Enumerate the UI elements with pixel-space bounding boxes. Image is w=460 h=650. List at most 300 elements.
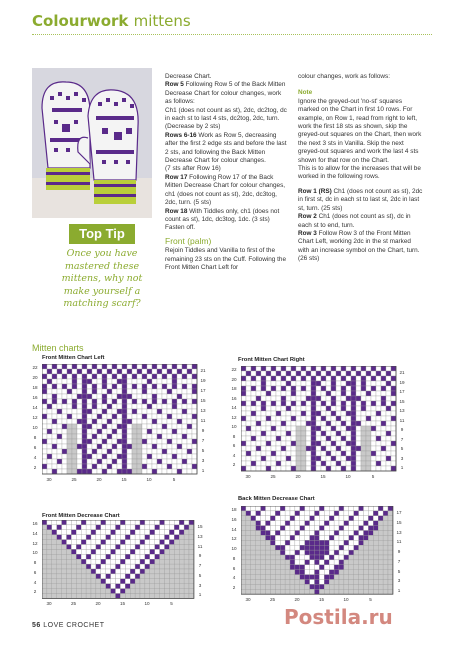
chart-cell	[187, 389, 192, 394]
chart-cell	[165, 535, 170, 540]
chart-cell	[106, 530, 111, 535]
chart-cell	[87, 374, 92, 379]
chart-cell	[67, 449, 72, 454]
top-tip-box	[52, 224, 152, 311]
chart-cell	[305, 565, 310, 570]
chart-cell	[157, 404, 162, 409]
chart-cell	[157, 429, 162, 434]
chart-cell	[326, 376, 331, 381]
chart-cell	[162, 379, 167, 384]
chart-cell	[77, 409, 82, 414]
chart-cell	[261, 461, 266, 466]
tick-label: 7	[201, 438, 205, 443]
chart-cell	[381, 426, 386, 431]
chart-cell	[251, 565, 256, 570]
chart-cell	[184, 569, 189, 574]
chart-cell	[117, 444, 122, 449]
chart-cell	[76, 594, 81, 599]
chart-cell	[87, 429, 92, 434]
chart-cell	[354, 526, 359, 531]
chart-cell	[256, 461, 261, 466]
chart-cell	[174, 564, 179, 569]
chart-cell	[152, 449, 157, 454]
chart-cell	[368, 570, 373, 575]
chart-cell	[42, 584, 47, 589]
chart-cell	[87, 434, 92, 439]
chart-cell	[86, 594, 91, 599]
chart-cell	[359, 555, 364, 560]
chart-cell	[266, 511, 271, 516]
chart-cell	[295, 540, 300, 545]
svg-text:Postila.ru: Postila.ru	[284, 606, 393, 628]
chart-cell	[270, 511, 275, 516]
chart-cell	[167, 464, 172, 469]
tick-label: 30	[46, 601, 52, 606]
chart-cell	[381, 446, 386, 451]
chart-cell	[329, 521, 334, 526]
chart-cell	[300, 565, 305, 570]
chart-cell	[329, 555, 334, 560]
chart-cell	[127, 469, 132, 474]
chart-cell	[266, 461, 271, 466]
magazine-name: LOVE CROCHET	[43, 622, 105, 629]
chart-cell	[285, 511, 290, 516]
chart-cell	[177, 364, 182, 369]
chart-cell	[147, 464, 152, 469]
chart-cell	[177, 389, 182, 394]
chart-cell	[147, 394, 152, 399]
tick-label: 13	[399, 408, 405, 414]
chart-cell	[296, 426, 301, 431]
chart-cell	[391, 416, 396, 421]
chart-cell	[165, 589, 170, 594]
chart-cell	[315, 565, 320, 570]
chart-cell	[57, 469, 62, 474]
chart-cell	[57, 569, 62, 574]
chart-cell	[67, 454, 72, 459]
chart-cell	[366, 396, 371, 401]
chart-cell	[321, 431, 326, 436]
chart-cell	[261, 396, 266, 401]
chart-cell	[261, 535, 266, 540]
chart-cell	[256, 411, 261, 416]
tick-label: 11	[399, 417, 405, 423]
chart-cell	[47, 384, 52, 389]
chart-cell	[275, 540, 280, 545]
chart-cell	[42, 369, 47, 374]
paragraph: Row 5 Following Row 5 of the Back Mitten Decrease Chart for colour changes, work as follows:	[165, 81, 286, 106]
chart-cell	[316, 416, 321, 421]
chart-cell	[315, 560, 320, 565]
chart-cell	[192, 384, 197, 389]
chart-cell	[97, 399, 102, 404]
chart-cell	[281, 411, 286, 416]
paragraph: Rejoin Tiddles and Vanilla to first of the remaining 23 sts on the Cuff. Following the Front Mitten Chart Left for	[165, 247, 287, 271]
chart-cell	[251, 531, 256, 536]
chart-cell	[311, 426, 316, 431]
chart-cell	[106, 520, 111, 525]
chart-cell	[246, 526, 251, 531]
chart-cell	[155, 584, 160, 589]
chart-cell	[270, 575, 275, 580]
chart-cell	[101, 535, 106, 540]
chart-cell	[351, 381, 356, 386]
chart-cell	[179, 530, 184, 535]
chart-cell	[97, 394, 102, 399]
chart-cell	[256, 421, 261, 426]
chart-cell	[344, 531, 349, 536]
tick-label: 5	[198, 572, 202, 578]
chart-cell	[383, 540, 388, 545]
chart-cell	[261, 456, 266, 461]
chart-cell	[364, 560, 369, 565]
chart-cell	[145, 569, 150, 574]
chart-cell	[71, 594, 76, 599]
chart-cell	[87, 419, 92, 424]
chart-cell	[270, 521, 275, 526]
chart-cell	[132, 409, 137, 414]
chart-cell	[378, 580, 383, 585]
chart-cell	[251, 580, 256, 585]
chart-cell	[349, 560, 354, 565]
tick-label: 14	[231, 405, 237, 411]
chart-cell	[241, 531, 246, 536]
chart-cell	[266, 446, 271, 451]
chart-cell	[42, 384, 47, 389]
chart-cell	[92, 369, 97, 374]
chart-cell	[256, 511, 261, 516]
chart-cell	[172, 429, 177, 434]
chart-cell	[120, 594, 125, 599]
chart-cell	[67, 434, 72, 439]
chart-cell	[106, 559, 111, 564]
chart-cell	[140, 559, 145, 564]
chart-cell	[162, 369, 167, 374]
chart-cell	[117, 424, 122, 429]
chart-cell	[102, 444, 107, 449]
chart-cell	[165, 520, 170, 525]
chart-cell	[62, 589, 67, 594]
chart-cell	[57, 434, 62, 439]
chart-cell	[86, 569, 91, 574]
chart-cell	[341, 431, 346, 436]
chart-cell	[127, 429, 132, 434]
chart-cell	[67, 545, 72, 550]
chart-cell	[275, 511, 280, 516]
chart-cell	[331, 431, 336, 436]
chart-cell	[316, 441, 321, 446]
chart-cell	[150, 525, 155, 530]
chart-cell	[182, 419, 187, 424]
chart-cell	[301, 406, 306, 411]
chart-cell	[315, 570, 320, 575]
chart-cell	[381, 431, 386, 436]
chart-cell	[184, 559, 189, 564]
chart-cell	[316, 436, 321, 441]
chart-cell	[82, 419, 87, 424]
chart-cell	[62, 429, 67, 434]
chart-cell	[147, 364, 152, 369]
chart-cell	[140, 594, 145, 599]
chart-cell	[275, 550, 280, 555]
chart-cell	[77, 374, 82, 379]
chart-cell	[241, 451, 246, 456]
chart-cell	[356, 366, 361, 371]
chart-cell	[177, 379, 182, 384]
chart-cell	[336, 431, 341, 436]
chart-cell	[296, 461, 301, 466]
tick-label: 1	[201, 468, 205, 473]
chart-cell	[339, 560, 344, 565]
chart-cell	[295, 521, 300, 526]
chart-cell	[167, 444, 172, 449]
chart-cell	[359, 511, 364, 516]
tick-label: 16	[32, 395, 38, 400]
chart-cell	[381, 366, 386, 371]
chart-cell	[329, 545, 334, 550]
chart-cell	[145, 549, 150, 554]
chart-cell	[122, 459, 127, 464]
chart-cell	[72, 389, 77, 394]
chart-cell	[300, 535, 305, 540]
paragraph: This is to allow for the increases that will be worked in the following rows.	[298, 165, 421, 181]
chart-cell	[386, 366, 391, 371]
chart-cell	[127, 364, 132, 369]
chart-cell	[116, 569, 121, 574]
chart-cell	[361, 441, 366, 446]
chart-cell	[62, 404, 67, 409]
chart-cell	[331, 376, 336, 381]
chart-cell	[169, 545, 174, 550]
chart-cell	[179, 569, 184, 574]
tick-label: 12	[231, 414, 237, 420]
chart-cell	[356, 431, 361, 436]
chart-cell	[72, 444, 77, 449]
chart-cell	[261, 516, 266, 521]
chart-cell	[271, 451, 276, 456]
chart-cell	[112, 454, 117, 459]
chart-cell	[378, 535, 383, 540]
chart-cell	[270, 560, 275, 565]
chart-cell	[57, 444, 62, 449]
chart-cell	[157, 424, 162, 429]
chart-cell	[391, 426, 396, 431]
chart-cell	[67, 374, 72, 379]
chart-cell	[157, 369, 162, 374]
chart-cell	[266, 521, 271, 526]
chart-cell	[266, 441, 271, 446]
chart-cell	[137, 424, 142, 429]
chart-cell	[117, 454, 122, 459]
chart-cell	[42, 549, 47, 554]
chart-cell	[62, 579, 67, 584]
chart-cell	[271, 466, 276, 471]
chart-cell	[356, 426, 361, 431]
chart-cell	[305, 589, 310, 594]
chart-cell	[281, 401, 286, 406]
chart-cell	[371, 371, 376, 376]
chart-cell	[354, 570, 359, 575]
chart-cell	[162, 374, 167, 379]
chart-cell	[324, 560, 329, 565]
chart-cell	[371, 446, 376, 451]
chart-cell	[339, 565, 344, 570]
chart-cell	[67, 569, 72, 574]
chart-cell	[346, 386, 351, 391]
chart-cell	[174, 569, 179, 574]
chart-cell	[373, 526, 378, 531]
chart-cell	[107, 424, 112, 429]
paragraph: Row 2 Ch1 (does not count as st), dc in each st to end, turn.	[298, 213, 411, 229]
chart-cell	[315, 540, 320, 545]
chart-cell	[120, 520, 125, 525]
chart-cell	[334, 516, 339, 521]
chart-cell	[72, 459, 77, 464]
chart-cell	[386, 451, 391, 456]
chart-cell	[296, 391, 301, 396]
chart-cell	[266, 416, 271, 421]
chart-cell	[132, 394, 137, 399]
chart-cell	[305, 570, 310, 575]
chart-cell	[152, 409, 157, 414]
chart-cell	[376, 376, 381, 381]
chart-cell	[290, 506, 295, 511]
chart-cell	[296, 421, 301, 426]
chart-cell	[62, 384, 67, 389]
chart-cell	[291, 466, 296, 471]
chart-cell	[368, 516, 373, 521]
chart-cell	[137, 409, 142, 414]
chart-cell	[122, 469, 127, 474]
chart-cell	[321, 436, 326, 441]
chart-cell	[71, 554, 76, 559]
chart-cell	[356, 436, 361, 441]
chart-cell	[321, 461, 326, 466]
chart-cell	[182, 394, 187, 399]
chart-cell	[187, 394, 192, 399]
chart-cell	[351, 421, 356, 426]
chart-cell	[142, 444, 147, 449]
chart-cell	[182, 469, 187, 474]
chart-cell	[77, 369, 82, 374]
tick-label: 15	[200, 398, 206, 403]
section-title: Mitten charts	[32, 343, 84, 353]
chart-cell	[76, 530, 81, 535]
chart-cell	[329, 589, 334, 594]
chart-cell	[251, 535, 256, 540]
chart-cell	[107, 444, 112, 449]
chart-cell	[125, 549, 130, 554]
chart-cell	[383, 511, 388, 516]
chart-cell	[96, 579, 101, 584]
chart-cell	[281, 376, 286, 381]
chart-cell	[256, 531, 261, 536]
chart-cell	[167, 374, 172, 379]
chart-cell	[336, 411, 341, 416]
chart-cell	[324, 516, 329, 521]
chart-cell	[300, 531, 305, 536]
chart-cell	[331, 446, 336, 451]
chart-cell	[371, 411, 376, 416]
chart-cell	[256, 545, 261, 550]
chart-cell	[256, 565, 261, 570]
chart-cell	[256, 580, 261, 585]
chart-cell	[116, 540, 121, 545]
chart-cell	[187, 454, 192, 459]
chart-cell	[256, 521, 261, 526]
chart-cell	[87, 404, 92, 409]
chart-cell	[179, 564, 184, 569]
chart-cell	[296, 401, 301, 406]
chart-cell	[117, 469, 122, 474]
chart-cell	[147, 404, 152, 409]
chart-cell	[329, 535, 334, 540]
chart-cell	[310, 570, 315, 575]
chart-cell	[52, 374, 57, 379]
chart-cell	[179, 540, 184, 545]
chart-cell	[42, 364, 47, 369]
chart-title: Front Mitten Chart Left	[42, 355, 105, 361]
chart-cell	[361, 391, 366, 396]
chart-cell	[246, 381, 251, 386]
chart-cell	[246, 416, 251, 421]
chart-cell	[150, 569, 155, 574]
chart-cell	[157, 414, 162, 419]
chart-cell	[160, 545, 165, 550]
chart-cell	[135, 594, 140, 599]
chart-cell	[52, 594, 57, 599]
chart-cell	[62, 464, 67, 469]
chart-cell	[132, 384, 137, 389]
chart-cell	[111, 520, 116, 525]
chart-cell	[52, 540, 57, 545]
chart-cell	[373, 575, 378, 580]
chart-cell	[391, 441, 396, 446]
chart-cell	[97, 444, 102, 449]
chart-cell	[311, 386, 316, 391]
chart-cell	[316, 426, 321, 431]
chart-cell	[57, 369, 62, 374]
chart-cell	[116, 549, 121, 554]
chart-cell	[42, 540, 47, 545]
chart-cell	[71, 589, 76, 594]
chart-cell	[130, 594, 135, 599]
chart-cell	[81, 579, 86, 584]
chart-cell	[316, 421, 321, 426]
chart-cell	[52, 394, 57, 399]
chart-cell	[101, 564, 106, 569]
chart-cell	[315, 516, 320, 521]
chart-cell	[381, 396, 386, 401]
chart-cell	[311, 406, 316, 411]
chart-cell	[91, 589, 96, 594]
chart-cell	[316, 381, 321, 386]
chart-cell	[319, 511, 324, 516]
chart-cell	[122, 394, 127, 399]
chart-cell	[356, 386, 361, 391]
chart-cell	[251, 456, 256, 461]
chart-cell	[192, 429, 197, 434]
chart-cell	[162, 364, 167, 369]
chart-cell	[281, 421, 286, 426]
chart-cell	[137, 419, 142, 424]
chart-cell	[246, 506, 251, 511]
tick-label: 25	[71, 477, 77, 482]
chart-cell	[286, 396, 291, 401]
chart-cell	[137, 454, 142, 459]
chart-cell	[359, 521, 364, 526]
chart-cell	[179, 520, 184, 525]
